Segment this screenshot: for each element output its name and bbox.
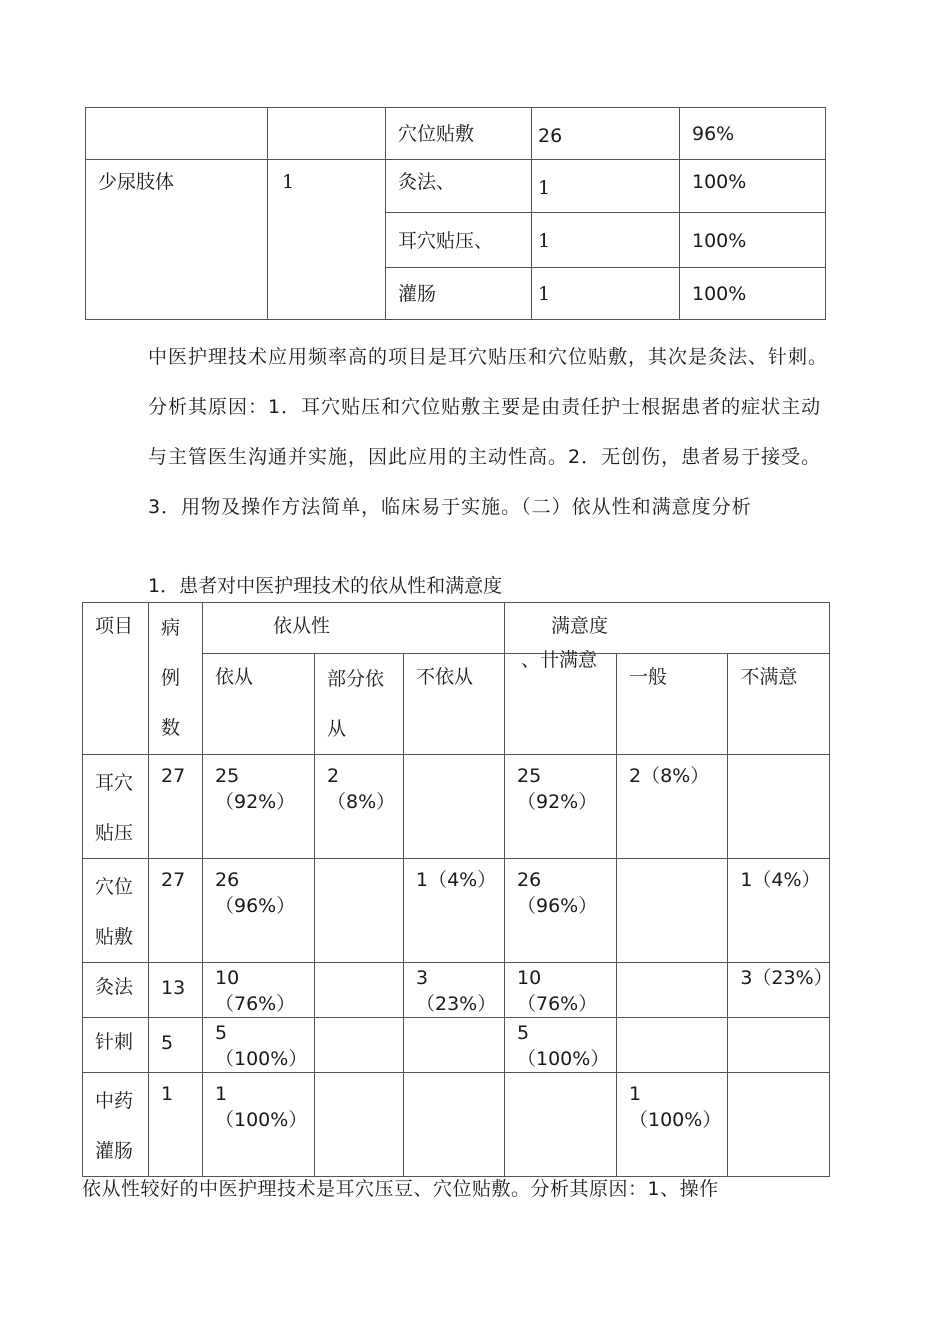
- table-row: [83, 755, 830, 859]
- row-satisfied: 26（96%）: [505, 859, 617, 963]
- header-compliance: 依从性: [203, 603, 505, 654]
- row-unsatisfied: 3（23%）: [728, 963, 830, 1018]
- header-cases: 病例数: [149, 603, 203, 755]
- row-unsatisfied: [728, 1018, 830, 1073]
- table-cell: 100%: [680, 160, 826, 213]
- table-cell: 1: [268, 160, 386, 320]
- table-cell: 100%: [680, 213, 826, 268]
- row-comply: 1（100%）: [203, 1073, 315, 1177]
- row-noncomply: [404, 755, 505, 859]
- row-comply: 26（96%）: [203, 859, 315, 963]
- row-name: 灸法: [83, 963, 149, 1018]
- row-noncomply: [404, 1073, 505, 1177]
- table-cell: 穴位贴敷: [386, 108, 532, 160]
- row-name: 中药灌肠: [83, 1073, 149, 1177]
- table-cell: 1: [532, 160, 680, 213]
- row-satisfied: [505, 1073, 617, 1177]
- table-row: [83, 1018, 830, 1073]
- table-cell: [86, 108, 268, 160]
- row-partial: [315, 859, 404, 963]
- table-cell: 灸法、: [386, 160, 532, 213]
- row-average: 1（100%）: [617, 1073, 728, 1177]
- table-cell: 96%: [680, 108, 826, 160]
- header-partial: 部分依从: [315, 654, 404, 755]
- row-partial: [315, 1018, 404, 1073]
- row-average: [617, 1018, 728, 1073]
- table-row: [86, 108, 826, 160]
- table-row: [83, 859, 830, 963]
- table-cell: 少尿肢体: [86, 160, 268, 320]
- row-partial: [315, 1073, 404, 1177]
- conclusion-text: 依从性较好的中医护理技术是耳穴压豆、穴位贴敷。分析其原因：1、操作: [82, 1178, 719, 1200]
- table-caption: 1．患者对中医护理技术的依从性和满意度: [148, 575, 503, 597]
- table-cell: 26: [532, 108, 680, 160]
- row-partial: [315, 963, 404, 1018]
- header-average: 一般: [617, 654, 728, 755]
- table-row: [83, 963, 830, 1018]
- row-average: 2（8%）: [617, 755, 728, 859]
- table-cell: 1: [532, 213, 680, 268]
- table-cell: [268, 108, 386, 160]
- row-partial: 2（8%）: [315, 755, 404, 859]
- row-comply: 25（92%）: [203, 755, 315, 859]
- row-satisfied: 10（76%）: [505, 963, 617, 1018]
- row-unsatisfied: [728, 1073, 830, 1177]
- paragraph-text: 中医护理技术应用频率高的项目是耳穴贴压和穴位贴敷，其次是灸法、针刺。分析其原因：1．耳穴贴压和穴位贴敷主要是由责任护士根据患者的症状主动与主管医生沟通并实施，因此应用的主动性高。2．无创伤，患者易于接受。3．用物及操作方法简单，临床易于实施。（二）依从性和满意度分析: [148, 346, 829, 518]
- header-unsatisfied: 不满意: [728, 654, 830, 755]
- table-cell: 1: [532, 268, 680, 320]
- row-cases: 1: [149, 1073, 203, 1177]
- row-satisfied: 5（100%）: [505, 1018, 617, 1073]
- row-comply: 5（100%）: [203, 1018, 315, 1073]
- header-item: 项目: [83, 603, 149, 755]
- header-satisfaction: 满意度: [505, 603, 830, 654]
- row-noncomply: [404, 1018, 505, 1073]
- row-satisfied: 25（92%）: [505, 755, 617, 859]
- row-cases: 13: [149, 963, 203, 1018]
- analysis-paragraph: [148, 332, 838, 532]
- row-comply: 10（76%）: [203, 963, 315, 1018]
- table-row: [86, 160, 826, 213]
- row-average: [617, 963, 728, 1018]
- row-cases: 27: [149, 755, 203, 859]
- header-noncomply: 不依从: [404, 654, 505, 755]
- table-cell: 灌肠: [386, 268, 532, 320]
- row-cases: 5: [149, 1018, 203, 1073]
- compliance-satisfaction-table: [82, 602, 833, 1177]
- row-noncomply: 1（4%）: [404, 859, 505, 963]
- row-cases: 27: [149, 859, 203, 963]
- table-cell: 耳穴贴压、: [386, 213, 532, 268]
- row-name: 针刺: [83, 1018, 149, 1073]
- row-name: 耳穴贴压: [83, 755, 149, 859]
- row-noncomply: 3（23%）: [404, 963, 505, 1018]
- header-row: [83, 603, 830, 654]
- row-average: [617, 859, 728, 963]
- row-unsatisfied: 1（4%）: [728, 859, 830, 963]
- usage-table: [85, 107, 826, 320]
- header-satisfied: 、卄满意: [505, 650, 617, 751]
- table-row: [83, 1073, 830, 1177]
- table-cell: 100%: [680, 268, 826, 320]
- row-unsatisfied: [728, 755, 830, 859]
- row-name: 穴位贴敷: [83, 859, 149, 963]
- header-comply: 依从: [203, 654, 315, 755]
